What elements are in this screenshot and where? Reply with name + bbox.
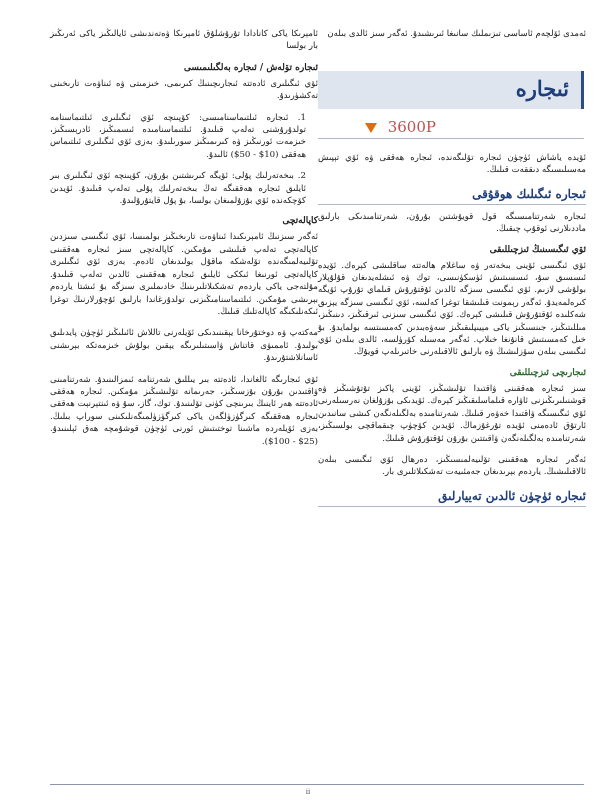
footer-divider xyxy=(50,784,584,785)
list-item-deposit: 2. بىخەتەرلىك پۇلى: ئۆيگە كىرىشتىن بۇرۇن، كۆپىنچە ئۆي ئىگىلىرى بىر ئايلىق ئىجارە ھەققىگە تەڭ بىخەتەرلىك پۇلى تەلەپ قىلىدۇ. ئۆيدىن كۆچكەندە ئۆي بۇزۇلمىغان بولسا، بۇ پۇل قايتۇرۇلىدۇ. xyxy=(50,171,306,207)
tenant-paragraph-2: ئەگەر ئىجارە ھەققىنى تۆلىيەلمىسىڭىز، دەرھال ئۆي ئىگىسى بىلەن ئالاقىلىشىڭ. ياردەم بېرىدىغان جەمئىيەت تەشكىلاتلىرى بار. xyxy=(318,454,586,478)
list-item-application: 1. ئىجارە ئىلتىماسنامىسى: كۆپىنچە ئۆي ئىگىلىرى ئىلتىماسنامە تولدۇرۇشنى تەلەپ قىلىدۇ. ئىلتىماسنامىدە ئىسمىڭىز، ئادرېسىڭىز، خىزمەت ئورنىڭىز ۋە كىرىمىڭىز سورىلىدۇ. بەزى ئۆي ئىگىلىرى ئىلتىماس ھەققى (10$ - 50$) ئالىدۇ. xyxy=(50,112,306,160)
subheading-rent-rules: ئىجارە تۆلەش / ئىجارە بەلگىلىمىسى xyxy=(183,62,318,73)
triangle-icon xyxy=(365,123,377,133)
section-heading-preparation: ئىجارە ئۈچۈن ئالدىن تەييارلىق xyxy=(318,489,586,507)
intro-paragraph: ئۆيدە ياشاش ئۈچۈن ئىجارە تۆلىگەندە، ئىجارە ھەققى ۋە ئۆي تېپىش مەسىلىسىگە دىققەت قىلىڭ. xyxy=(318,153,586,176)
section-heading-rights: ئىجارە ئىگىلىك ھوقۇقى xyxy=(318,187,586,205)
tenant-paragraph: سىز ئىجارە ھەققىنى ۋاقتىدا تۆلىشىڭىز، ئۆينى پاكىز تۇتۇشىڭىز ۋە قوشنىلىرىڭىزنى ئاۋارە قىلماسلىقىڭىز كېرەك. ئۆيدىكى بۇزۇلغان نەرسىلەرنى ئۆي ئىگىسىگە ۋاقتىدا خەۋەر قىلىڭ. شەرتنامىدە بەلگىلەنگەن كىشى سانىدىن ئارتۇق ئادەمنى ئۆيدە تۇرغۇزماڭ. ئۆيدىن كۆچۈپ چىقماقچى بولسىڭىز، شەرتنامىدە بەلگىلەنگەن ۋاقىتتىن بۇرۇن ئۇقتۇرۇش قىلىڭ. xyxy=(318,383,586,444)
page-title: ئىجارە xyxy=(515,76,569,101)
right-column xyxy=(318,28,586,50)
subheading-tenant: ئىجارىچى ئىزچىللىقى xyxy=(509,367,586,378)
left-column xyxy=(50,28,318,457)
code-label: 3600P xyxy=(387,118,436,136)
landlord-paragraph: ئۆي ئىگىسى ئۆينى بىخەتەر ۋە ساغلام ھالەتتە ساقلىشى كېرەك. ئۆيدە ئىسسىق سۇ، ئىسسىتىش ئۈسكۈنىسى، توك ۋە ئىشلەيدىغان قۇلۇپلار بولۇشى لازىم. ئۆي ئىگىسى سىزگە ئالدىن ئۇقتۇرۇش قىلماي تۇرۇپ ئۆيگە كىرەلمەيدۇ. ئەگەر رېمونت قىلىشقا توغرا كەلسە، ئۆي ئىگىسى سىزگە يېزىق شەكلىدە ئۇقتۇرۇش قىلىشى كېرەك. ئۆي ئىگىسى سىزنى ئىرقىڭىز، دىنىڭىز، مىللىتىڭىز، جىنسىڭىز ياكى مېيىپلىقىڭىز سەۋەبىدىن كەمسىتسە بولمايدۇ. بۇ خىل كەمسىتىش قانۇنغا خىلاپ. ئەگەر مەسىلە كۆرۈلسە، ئالدى بىلەن ئۆي ئىگىسى بىلەن سۆزلىشىڭ ۋە بارلىق ئالاقىلەرنى خاتىرىلەپ قويۇڭ. xyxy=(318,260,586,358)
location-paragraph: مەكتەپ ۋە دوختۇرخانا يېقىنىدىكى ئۆيلەرنى تاللاش ئائىلىڭىز ئۈچۈن پايدىلىق بولىدۇ. ئاممىۋى قاتناش ۋاسىتىلىرىگە يېقىن بولۇش خىزمەتكە بېرىشنى ئاسانلاشتۇرىدۇ. xyxy=(50,328,318,364)
title-box xyxy=(318,71,584,109)
code-divider xyxy=(318,138,584,139)
subheading-landlord: ئۆي ئىگىسىنىڭ ئىزچىللىقى xyxy=(489,244,586,255)
header-text-left: ئامېرىكا ياكى كانادادا تۇرۇشلۇق ئامېرىكا ۋەتەندىشى ئايالىڭىز ياكى ئەرىڭىز بار بولسا xyxy=(50,29,318,52)
code-line xyxy=(318,118,584,140)
header-text-right: ئەمدى ئۆلچەم ئاساسى تىزىملىك سانىغا ئىرىشىدۇ. ئەگەر سىز ئالدى بىلەن xyxy=(327,29,586,39)
rights-paragraph: ئىجارە شەرتنامىسىگە قول قويۇشتىن بۇرۇن، شەرتنامىدىكى بارلىق ماددىلارنى ئوقۇپ چىقىڭ. xyxy=(318,211,586,235)
subheading-guarantor: كاپالەتچى xyxy=(282,216,318,227)
guarantor-paragraph: ئەگەر سىزنىڭ ئامېرىكىدا ئىناۋەت تارىخىڭىز بولمىسا، ئۆي ئىگىسى سىزدىن كاپالەتچى تەلەپ قىلىشى مۇمكىن. كاپالەتچى سىز ئىجارە ھەققىنى تۆلىيەلمىگەندە تۆلەشكە ماقۇل بولىدىغان ئادەم. بەزى ئۆي ئىگىلىرى كاپالەتچى ئورنىغا ئىككى ئايلىق ئىجارە ھەققىنى ئالدىن تەلەپ قىلىدۇ. مۇلتەجى ياكى ياردەم تەشكىلاتلىرىنىڭ خادىملىرى سىزگە بۇ ئىشتا ياردەم بېرىشى مۇمكىن. ئىلتىماسنامىڭىزنى تولدۇرغاندا بارلىق ئۇچۇرلارنىڭ توغرا ئىكەنلىكىگە كاپالەتلىك قىلىڭ. xyxy=(50,232,318,317)
page-number: ii xyxy=(305,788,311,796)
lease-paragraph: ئۆي ئىجارىگە ئالغاندا، ئادەتتە بىر يىللىق شەرتنامە ئىمزالىنىدۇ. شەرتنامىنى ۋاقتىدىن بۇرۇن بۇزسىڭىز، جەرىمانە تۆلىشىڭىز مۇمكىن. ئىجارە ھەققى ئادەتتە ھەر ئاينىڭ بىرىنچى كۈنى تۆلىنىدۇ. توك، گاز، سۇ ۋە ئىنتېرنېت ھەققى ئىجارە ھەققىگە كىرگۈزۈلگەن ياكى كىرگۈزۈلمىگەنلىكىنى سوراپ بىلىڭ. بەزى ئۆيلەردە ماشىنا توختىتىش ئورنى ئۈچۈن قوشۇمچە ھەق ئېلىنىدۇ. (25$ - 100$). xyxy=(50,374,318,447)
right-column-body xyxy=(318,152,586,513)
rent-intro-paragraph: ئۆي ئىگىلىرى ئادەتتە ئىجارىچىنىڭ كىرىمى، خىزمىتى ۋە ئىناۋەت تارىخىنى تەكشۈرىدۇ. xyxy=(50,78,318,102)
